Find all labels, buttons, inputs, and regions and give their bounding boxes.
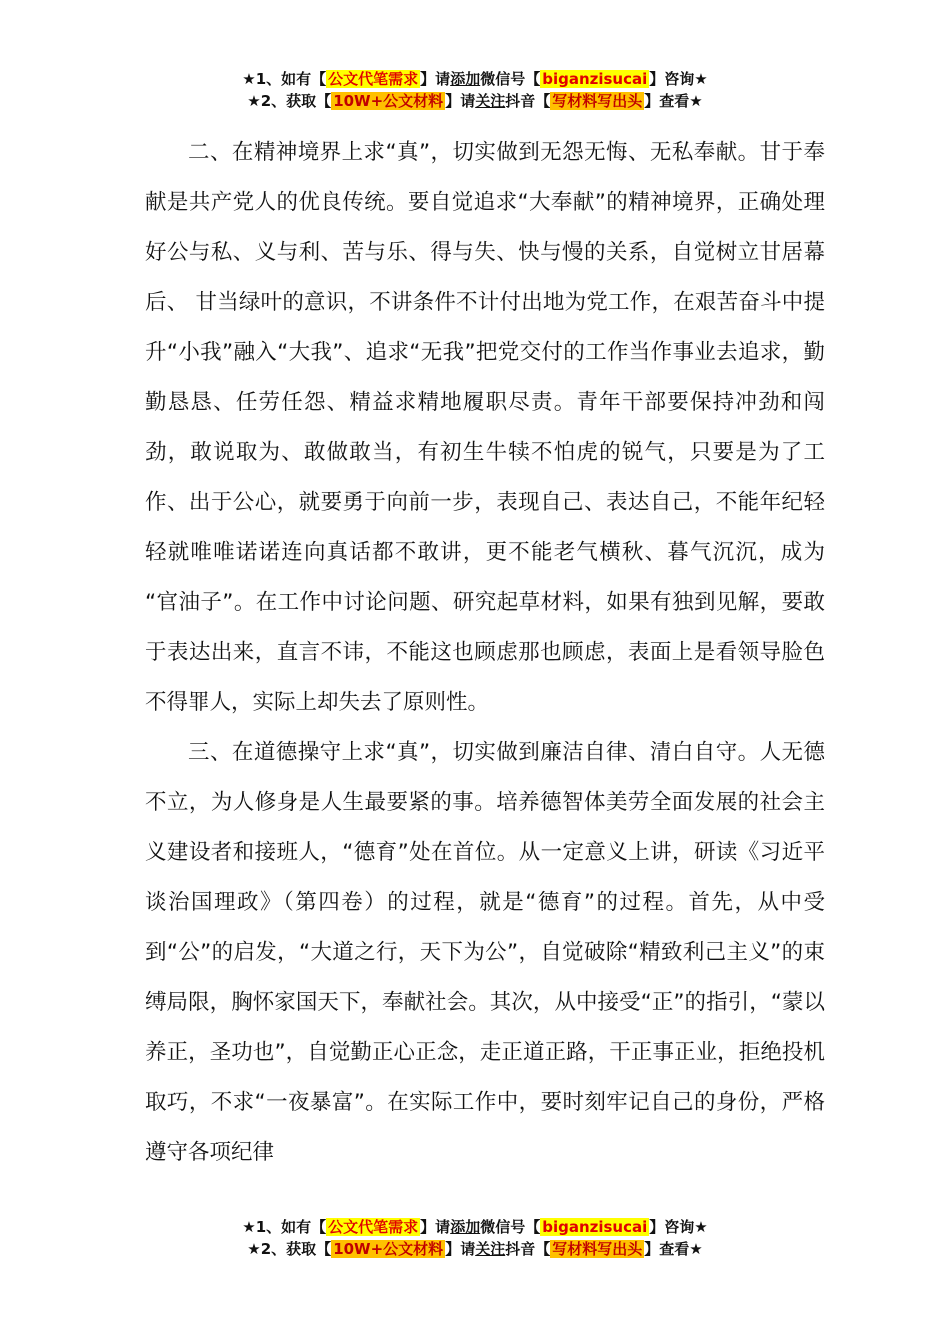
highlight-service: 公文代笔需求 <box>328 1218 419 1236</box>
banner-line-2 <box>0 90 950 112</box>
star-icon: ★ <box>247 92 261 110</box>
highlight-service: 公文代笔需求 <box>328 70 419 88</box>
banner-text: 】请 <box>445 92 476 110</box>
banner-text: 2、获取【 <box>260 1240 332 1258</box>
highlight-wechat-id: biganzisucai <box>542 1218 648 1236</box>
banner-text: 抖音【 <box>505 92 551 110</box>
banner-line-1 <box>0 68 950 90</box>
star-icon: ★ <box>242 1218 256 1236</box>
underlined-text: 添加 <box>450 1218 481 1236</box>
banner-text: 】请 <box>445 1240 476 1258</box>
banner-text: 】咨询★ <box>649 70 708 88</box>
banner-text: 】请 <box>420 1218 451 1236</box>
star-icon: ★ <box>247 1240 261 1258</box>
banner-text: 微信号【 <box>480 1218 541 1236</box>
banner-text: 】请 <box>420 70 451 88</box>
underlined-text: 关注 <box>475 1240 506 1258</box>
underlined-text: 添加 <box>450 70 481 88</box>
paragraph-moral: 三、在道德操守上求“真”，切实做到廉洁自律、清白自守。人无德不立，为人修身是人生最要紧的事。培养德智体美劳全面发展的社会主义建设者和接班人，“德育”处在首位。从一定意义上讲，研读《习近平谈治国理政》（第四卷）的过程，就是“德育”的过程。首先，从中受到“公”的启发，“大道之行，天下为公”，自觉破除“精致利己主义”的束缚局限，胸怀家国天下，奉献社会。其次，从中接受“正”的指引，“蒙以养正，圣功也”，自觉勤正心正念，走正道正路，干正事正业，拒绝投机取巧，不求“一夜暴富”。在实际工作中，要时刻牢记自己的身份，严格遵守各项纪律 <box>145 740 825 1165</box>
document-body <box>145 128 825 1178</box>
banner-line-1 <box>0 1216 950 1238</box>
footer-banner <box>0 1216 950 1260</box>
highlight-douyin: 写材料写出头 <box>552 1240 643 1258</box>
banner-text: 】查看★ <box>644 1240 703 1258</box>
highlight-wechat-id: biganzisucai <box>542 70 648 88</box>
highlight-materials: 10W+公文材料 <box>333 92 444 110</box>
banner-text: 1、如有【 <box>255 70 327 88</box>
paragraph-spiritual: 二、在精神境界上求“真”，切实做到无怨无悔、无私奉献。甘于奉献是共产党人的优良传统。要自觉追求“大奉献”的精神境界，正确处理好公与私、义与利、苦与乐、得与失、快与慢的关系，自觉树立甘居幕后、 甘当绿叶的意识，不讲条件不计付出地为党工作，在艰苦奋斗中提升“小我”融入“大我”、追求“无我”把党交付的工作当作事业去追求，勤勤恳恳、任劳任怨、精益求精地履职尽责。青年干部要保持冲劲和闯劲，敢说取为、敢做敢当，有初生牛犊不怕虎的锐气，只要是为了工作、出于公心，就要勇于向前一步，表现自己、表达自己，不能年纪轻轻就唯唯诺诺连向真话都不敢讲，更不能老气横秋、暮气沉沉，成为 “官油子”。在工作中讨论问题、研究起草材料，如果有独到见解，要敢于表达出来，直言不讳，不能这也顾虑那也顾虑，表面上是看领导脸色不得罪人，实际上却失去了原则性。 <box>145 140 825 715</box>
banner-text: 2、获取【 <box>260 92 332 110</box>
star-icon: ★ <box>242 70 256 88</box>
underlined-text: 关注 <box>475 92 506 110</box>
header-banner <box>0 68 950 112</box>
highlight-douyin: 写材料写出头 <box>552 92 643 110</box>
banner-text: 】咨询★ <box>649 1218 708 1236</box>
banner-text: 】查看★ <box>644 92 703 110</box>
banner-line-2 <box>0 1238 950 1260</box>
banner-text: 抖音【 <box>505 1240 551 1258</box>
banner-text: 微信号【 <box>480 70 541 88</box>
highlight-materials: 10W+公文材料 <box>333 1240 444 1258</box>
banner-text: 1、如有【 <box>255 1218 327 1236</box>
